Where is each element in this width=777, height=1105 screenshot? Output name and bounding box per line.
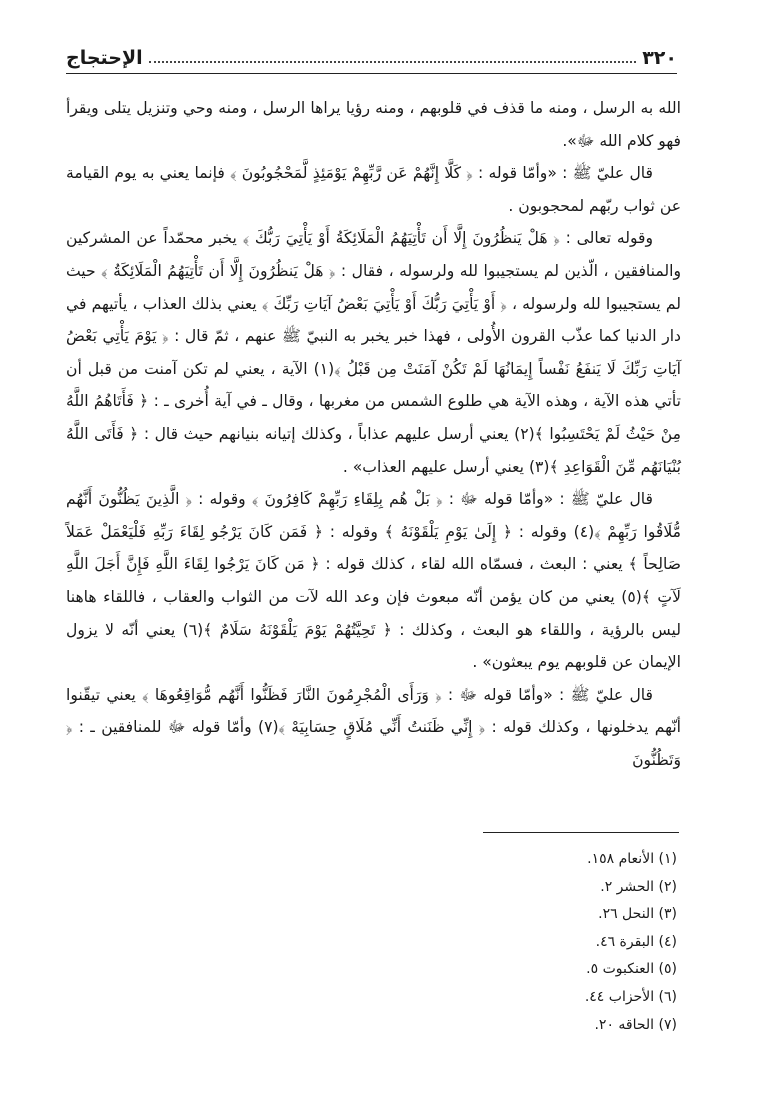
footnote: (٣) النحل ٢٦. (598, 906, 677, 923)
page-number: ٣٢٠ (642, 47, 677, 69)
header-dotted-leader (149, 61, 637, 63)
paragraph: الله به الرسل ، ومنه ما قذف في قلوبهم ، ومنه رؤيا يراها الرسل ، ومنه وحي وتنزيل يتلى ويقرأ فهو كلام الله ﷻ». (66, 99, 681, 150)
paragraph: قال عليّ ﷺ : «وأمّا قوله ﷻ : ﴿ بَلْ هُم بِلِقَاءِ رَبِّهِمْ كَافِرُونَ ﴾ وقوله : ﴿ الَّذِينَ يَظُنُّونَ أَنَّهُم مُّلَاقُوا رَبِّهِمْ ﴾(٤) وقوله : ﴿ إِلَىٰ يَوْمِ يَلْقَوْنَهُ ﴾ وقوله : ﴿ فَمَن كَانَ يَرْجُو لِقَاءَ رَبِّهِ فَلْيَعْمَلْ عَمَلاً صَالِحاً ﴾ يعني : البعث ، فسمّاه الله لقاء ، كذلك قوله : ﴿ مَن كَانَ يَرْجُوا لِقَاءَ اللَّهِ فَإِنَّ أَجَلَ اللَّهِ لَآتٍ ﴾(٥) يعني من كان يؤمن أنّه مبعوث فإن وعد الله لآت من الثواب والعقاب ، فاللقاء هاهنا ليس بالرؤية ، واللقاء هو البعث ، وكذلك : ﴿ تَحِيَّتُهُمْ يَوْمَ يَلْقَوْنَهُ سَلَامٌ ﴾(٦) يعني أنّه لا يزول الإيمان عن قلوبهم يوم يبعثون» . (66, 490, 681, 672)
main-text (66, 92, 681, 776)
paragraph: قال عليّ ﷺ : «وأمّا قوله : ﴿ كَلَّا إِنَّهُمْ عَن رَّبِّهِمْ يَوْمَئِذٍ لَّمَحْجُوبُونَ ﴾ فإنما يعني به يوم القيامة عن ثواب ربّهم لمحجوبون . (66, 164, 681, 215)
footnote: (١) الأنعام ١٥٨. (587, 851, 677, 867)
paragraph: قال عليّ ﷺ : «وأمّا قوله ﷻ : ﴿ وَرَأَى الْمُجْرِمُونَ النَّارَ فَظَنُّوا أَنَّهُم مُّوَاقِعُوهَا ﴾ يعني تيقّنوا أنّهم يدخلونها ، وكذلك قوله : ﴿ إِنِّي ظَنَنتُ أَنِّي مُلَاقٍ حِسَابِيَهْ ﴾(٧) وأمّا قوله ﷻ للمنافقين ـ : ﴿ وَتَظُنُّونَ (66, 685, 681, 769)
footnote-separator (483, 832, 679, 833)
page-header (66, 34, 677, 74)
footnote: (٧) الحاقه ٢٠. (594, 1016, 677, 1033)
footnote: (٢) الحشر ٢. (600, 878, 677, 895)
footnote: (٥) العنكبوت ٥. (586, 961, 677, 978)
paragraph: وقوله تعالى : ﴿ هَلْ يَنظُرُونَ إِلَّا أَن تَأْتِيَهُمُ الْمَلَائِكَةُ أَوْ يَأْتِيَ رَبُّكَ ﴾ يخبر محمّداً عن المشركين والمنافقين ، الّذين لم يستجيبوا لله ولرسوله ، فقال : ﴿ هَلْ يَنظُرُونَ إِلَّا أَن تَأْتِيَهُمُ الْمَلَائِكَةُ ﴾ حيث لم يستجيبوا لله ولرسوله ، ﴿ أَوْ يَأْتِيَ رَبُّكَ أَوْ يَأْتِيَ بَعْضُ آيَاتِ رَبِّكَ ﴾ يعني بذلك العذاب ، يأتيهم في دار الدنيا كما عذّب القرون الأُولى ، فهذا خبر يخبر به النبيّ ﷺ عنهم ، ثمّ قال : ﴿ يَوْمَ يَأْتِي بَعْضُ آيَاتِ رَبِّكَ لَا يَنفَعُ نَفْساً إِيمَانُهَا لَمْ تَكُنْ آمَنَتْ مِن قَبْلُ ﴾(١) الآية ، يعني لم تكن آمنت من قبل أن تأتي هذه الآية ، وهذه الآية هي طلوع الشمس من مغربها ، وقال ـ في آية أُخرى ـ : ﴿ فَأَتَاهُمُ اللَّهُ مِنْ حَيْثُ لَمْ يَحْتَسِبُوا ﴾(٢) يعني أرسل عليهم عذاباً ، وكذلك إتيانه بنيانهم حيث قال : ﴿ فَأَتَى اللَّهُ بُنْيَانَهُم مِّنَ الْقَوَاعِدِ ﴾(٣) يعني أرسل عليهم العذاب» . (66, 229, 681, 476)
running-title: الإحتجاج (66, 47, 143, 69)
footnote: (٤) البقرة ٤٦. (595, 933, 677, 950)
footnote: (٦) الأحزاب ٤٤. (584, 988, 677, 1005)
footnotes-list (277, 846, 677, 1039)
